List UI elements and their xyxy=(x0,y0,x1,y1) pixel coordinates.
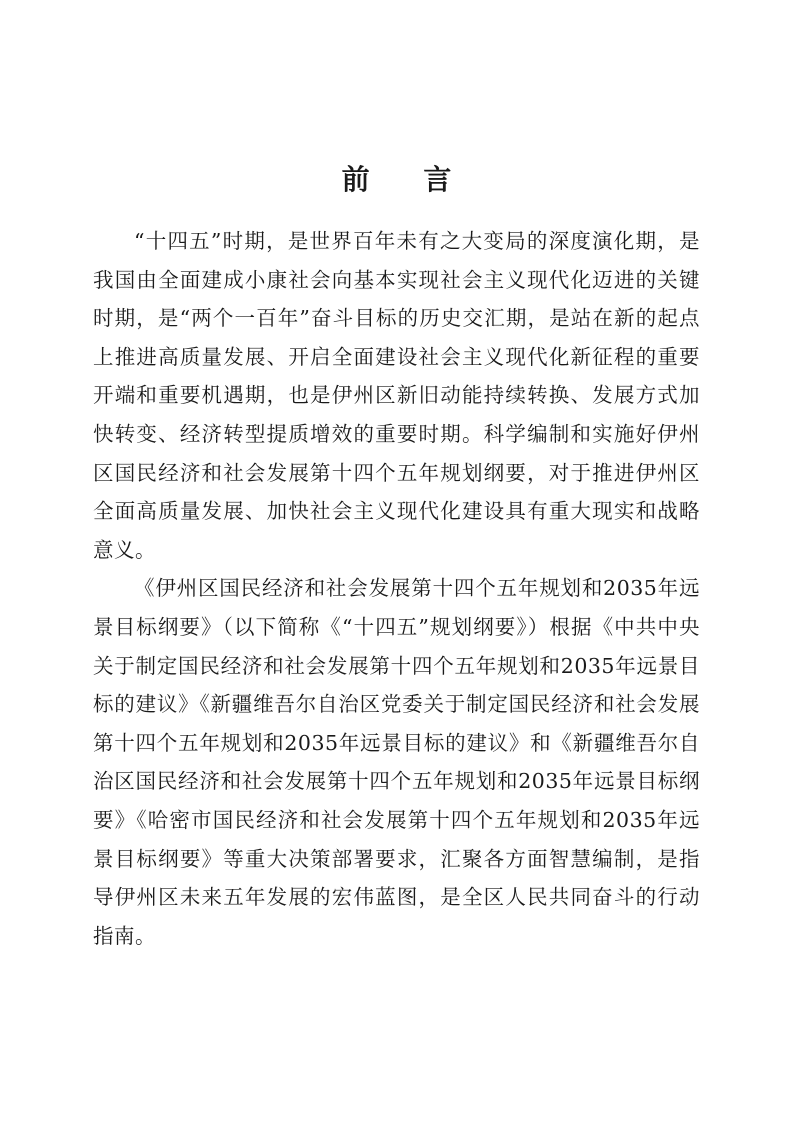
paragraph-1: “十四五”时期，是世界百年未有之大变局的深度演化期，是我国由全面建成小康社会向基本实现社会主义现代化迈进的关键时期，是“两个一百年”奋斗目标的历史交汇期，是站在新的起点上推进高质量发展、开启全面建设社会主义现代化新征程的重要开端和重要机遇期，也是伊州区新旧动能持续转换、发展方式加快转变、经济转型提质增效的重要时期。科学编制和实施好伊州区国民经济和社会发展第十四个五年规划纲要，对于推进伊州区全面高质量发展、加快社会主义现代化建设具有重大现实和战略意义。 xyxy=(93,229,700,562)
document-body xyxy=(93,222,700,955)
page-title: 前 言 xyxy=(341,163,474,196)
paragraph-2: 《伊州区国民经济和社会发展第十四个五年规划和2035年远景目标纲要》（以下简称《“十四五”规划纲要》）根据《中共中央关于制定国民经济和社会发展第十四个五年规划和2035年远景目标的建议》《新疆维吾尔自治区党委关于制定国民经济和社会发展第十四个五年规划和2035年远景目标的建议》和《新疆维吾尔自治区国民经济和社会发展第十四个五年规划和2035年远景目标纲要》《哈密市国民经济和社会发展第十四个五年规划和2035年远景目标纲要》等重大决策部署要求，汇聚各方面智慧编制，是指导伊州区未来五年发展的宏伟蓝图，是全区人民共同奋斗的行动指南。 xyxy=(93,576,700,948)
